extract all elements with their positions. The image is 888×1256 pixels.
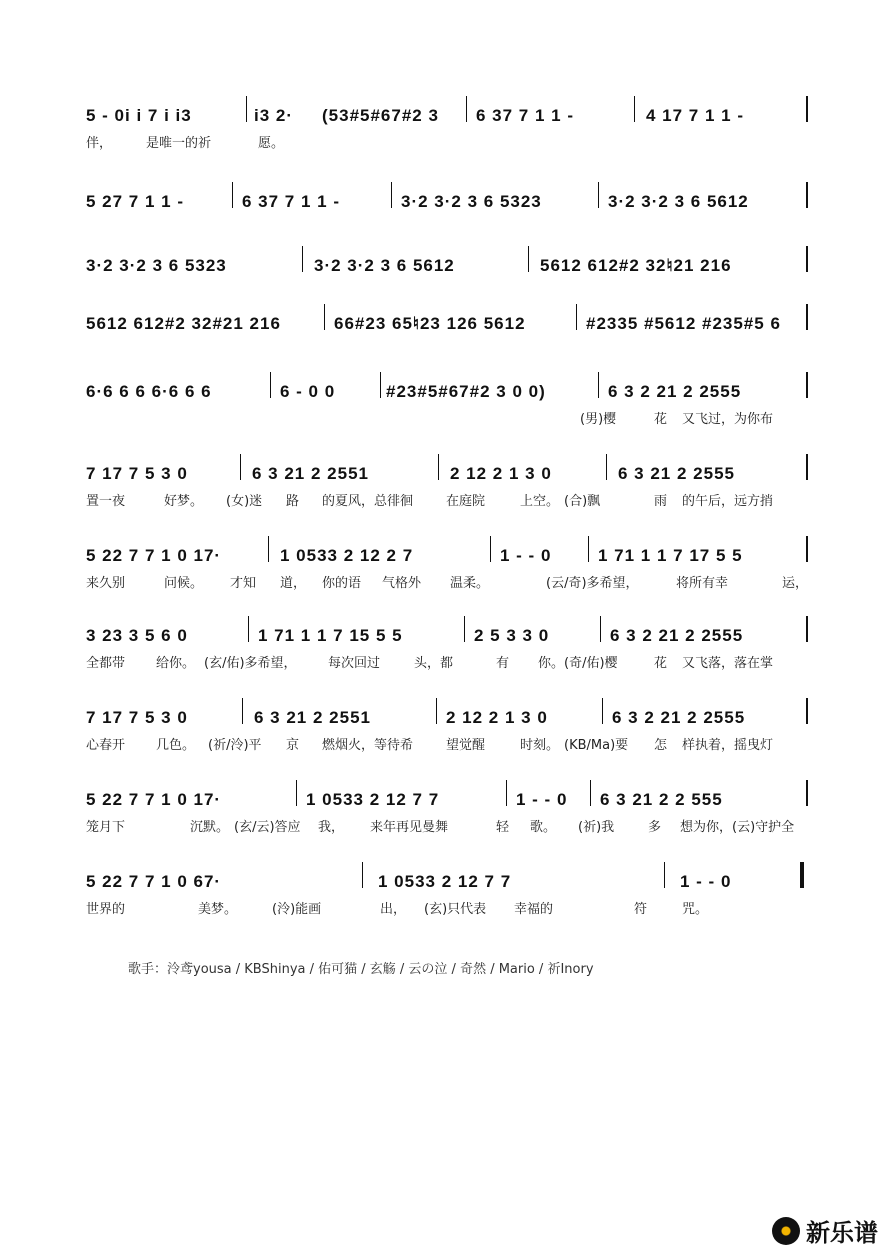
- lyric: (祈/泠)平: [208, 738, 262, 753]
- measure: 3 23 3 5 6 0: [86, 626, 188, 645]
- lyric: 花: [654, 412, 668, 427]
- measure: 7 17 7 5 3 0: [86, 708, 188, 727]
- measure: 5 22 7 7 1 0 67·: [86, 872, 222, 891]
- lyric: 幸福的: [514, 902, 554, 917]
- lyric: 又飞落，落在掌: [682, 656, 774, 671]
- score-system-9: [86, 694, 808, 756]
- measure: 5 22 7 7 1 0 17·: [86, 790, 222, 809]
- measure: 6 37 7 1 1 -: [476, 106, 575, 125]
- music-disc-icon: [772, 1217, 800, 1245]
- lyric: 世界的: [86, 902, 126, 917]
- score-system-8: [86, 612, 808, 674]
- lyric: (男)樱: [580, 412, 617, 427]
- measure: 6 3 21 2 2551: [252, 464, 369, 483]
- lyric: 伴，: [86, 136, 113, 151]
- lyric: (玄)只代表: [424, 902, 487, 917]
- lyric: 轻: [496, 820, 510, 835]
- lyric: 符: [634, 902, 648, 917]
- lyric: 咒。: [682, 902, 709, 917]
- score-system-7: [86, 532, 808, 594]
- score-system-10: [86, 776, 808, 838]
- measure: #23#5#67#2 3 0 0): [386, 382, 546, 401]
- lyric: 来久别: [86, 576, 126, 591]
- lyric: 的夏风，总徘徊: [322, 494, 414, 509]
- measure: 6 3 2 21 2 2555: [610, 626, 744, 645]
- lyric: (KB/Ma)要: [564, 738, 629, 753]
- lyric: 头，都: [414, 656, 454, 671]
- lyric: (泠)能画: [272, 902, 322, 917]
- lyric: 想为你，(云)守护全: [680, 820, 795, 835]
- lyric: 美梦。: [198, 902, 238, 917]
- measure: 6 3 21 2 2 555: [600, 790, 723, 809]
- measure: 6·6 6 6 6·6 6 6: [86, 382, 212, 401]
- lyric: 气格外: [382, 576, 422, 591]
- lyric: 你。: [538, 656, 565, 671]
- measure: 66#23 65♮23 126 5612: [334, 314, 526, 333]
- lyric: 在庭院: [446, 494, 486, 509]
- lyric: 全都带: [86, 656, 126, 671]
- measure: 5 27 7 1 1 -: [86, 192, 185, 211]
- lyric: 道，: [280, 576, 307, 591]
- lyric: 心春开: [86, 738, 126, 753]
- singers-credit: 歌手：泠鸢yousa / KBShinya / 佑可猫 / 玄觞 / 云の泣 / 奇然 / Mario / 祈Inory: [128, 962, 594, 977]
- lyric: 多: [648, 820, 662, 835]
- lyric: 样执着，摇曳灯: [682, 738, 774, 753]
- lyric: 将所有幸: [676, 576, 729, 591]
- score-system-1: [86, 92, 808, 154]
- lyric: 才知: [230, 576, 257, 591]
- measure: i3 2·: [254, 106, 294, 125]
- lyric: 又飞过，为你布: [682, 412, 774, 427]
- lyric: 好梦。: [164, 494, 204, 509]
- logo-text: 新乐谱: [806, 1219, 878, 1247]
- score-system-6: [86, 450, 808, 512]
- score-system-2: [86, 178, 808, 212]
- lyric: 置一夜: [86, 494, 126, 509]
- lyric: 望觉醒: [446, 738, 486, 753]
- measure: 1 0533 2 12 7 7: [306, 790, 440, 809]
- measure: 5 - 0i i 7 i i3: [86, 106, 192, 125]
- lyric: 是唯一的祈: [146, 136, 212, 151]
- lyric: 京: [286, 738, 300, 753]
- lyric: (祈)我: [578, 820, 615, 835]
- measure: #2335 #5612 #235#5 6: [586, 314, 781, 333]
- measure: 4 17 7 1 1 -: [646, 106, 745, 125]
- measure: 6 3 2 21 2 2555: [608, 382, 742, 401]
- lyric: 你的语: [322, 576, 362, 591]
- lyric: 笼月下: [86, 820, 126, 835]
- lyric: 来年再见曼舞: [370, 820, 449, 835]
- lyric: (合)飘: [564, 494, 601, 509]
- lyric: 雨: [654, 494, 668, 509]
- measure: 2 12 2 1 3 0: [446, 708, 548, 727]
- measure: 3·2 3·2 3 6 5612: [314, 256, 455, 275]
- measure: 1 - - 0: [500, 546, 552, 565]
- measure: (53#5#67#2 3: [322, 106, 439, 125]
- lyric: (女)迷: [226, 494, 263, 509]
- measure: 5612 612#2 32♮21 216: [540, 256, 732, 275]
- lyric: 运，: [782, 576, 809, 591]
- measure: 2 5 3 3 0: [474, 626, 550, 645]
- lyric: 问候。: [164, 576, 204, 591]
- lyric: 给你。: [156, 656, 196, 671]
- measure: 1 71 1 1 7 15 5 5: [258, 626, 403, 645]
- lyric: 燃烟火，等待希: [322, 738, 414, 753]
- measure: 2 12 2 1 3 0: [450, 464, 552, 483]
- measure: 6 3 21 2 2551: [254, 708, 371, 727]
- measure: 6 3 2 21 2 2555: [612, 708, 746, 727]
- measure: 3·2 3·2 3 6 5323: [401, 192, 542, 211]
- lyric: (玄/佑)多希望，: [204, 656, 297, 671]
- measure: 6 3 21 2 2555: [618, 464, 735, 483]
- measure: 3·2 3·2 3 6 5323: [86, 256, 227, 275]
- measure: 1 - - 0: [516, 790, 568, 809]
- lyric: 沉默。: [190, 820, 230, 835]
- lyric: 上空。: [520, 494, 560, 509]
- measure: 7 17 7 5 3 0: [86, 464, 188, 483]
- lyric: 的午后，远方捎: [682, 494, 774, 509]
- measure: 5612 612#2 32#21 216: [86, 314, 281, 333]
- lyric: 我，: [318, 820, 345, 835]
- lyric: 几色。: [156, 738, 196, 753]
- lyric: 温柔。: [450, 576, 490, 591]
- measure: 3·2 3·2 3 6 5612: [608, 192, 749, 211]
- measure: 5 22 7 7 1 0 17·: [86, 546, 222, 565]
- lyric: 有: [496, 656, 510, 671]
- lyric: 愿。: [258, 136, 285, 151]
- lyric: (云/奇)多希望，: [546, 576, 639, 591]
- lyric: 时刻。: [520, 738, 560, 753]
- score-system-3: [86, 242, 808, 276]
- lyric: 每次回过: [328, 656, 381, 671]
- measure: 6 - 0 0: [280, 382, 336, 401]
- lyric: 歌。: [530, 820, 557, 835]
- measure: 1 71 1 1 7 17 5 5: [598, 546, 743, 565]
- score-system-11: [86, 858, 808, 920]
- lyric: 路: [286, 494, 300, 509]
- lyric: 出，: [380, 902, 407, 917]
- lyric: (奇/佑)樱: [564, 656, 618, 671]
- lyric: 花: [654, 656, 668, 671]
- measure: 6 37 7 1 1 -: [242, 192, 341, 211]
- lyric: 怎: [654, 738, 668, 753]
- site-logo: [772, 1213, 878, 1248]
- lyric: (玄/云)答应: [234, 820, 301, 835]
- measure: 1 0533 2 12 2 7: [280, 546, 414, 565]
- measure: 1 - - 0: [680, 872, 732, 891]
- measure: 1 0533 2 12 7 7: [378, 872, 512, 891]
- score-system-5: [86, 368, 808, 430]
- score-system-4: [86, 300, 808, 334]
